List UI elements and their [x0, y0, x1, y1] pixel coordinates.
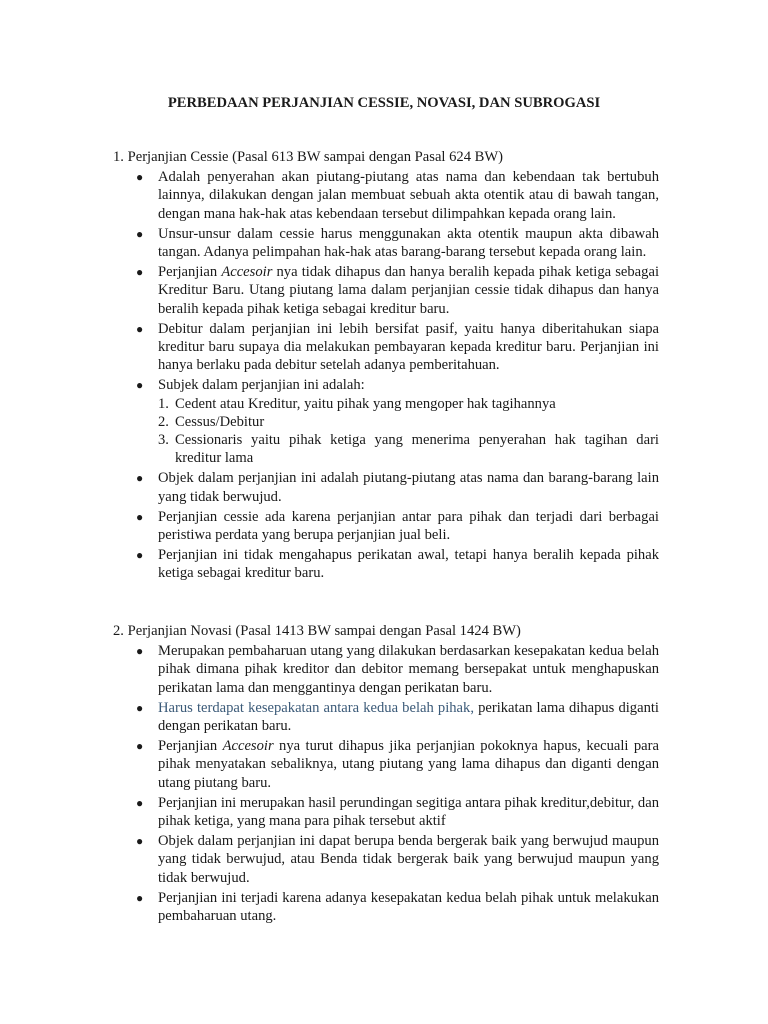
section-cessie [113, 148, 659, 585]
list-item-text: Perjanjian cessie ada karena perjanjian antar para pihak dan terjadi dari berbagai peristiwa perdata yang berupa perjanjian jual beli. [158, 508, 659, 544]
document-title: PERBEDAAN PERJANJIAN CESSIE, NOVASI, DAN SUBROGASI [167, 95, 601, 111]
list-item-text: Perjanjian ini terjadi karena adanya kesepakatan kedua belah pihak untuk melakukan pembaharuan utang. [158, 889, 659, 925]
bullet-icon: ● [136, 890, 144, 905]
list-item-text-pre: Perjanjian [158, 264, 222, 281]
list-item-text: Perjanjian ini tidak mengahapus perikatan awal, tetapi hanya beralih kepada pihak ketiga sebagai kreditur baru. [158, 547, 659, 582]
bullet-icon: ● [136, 321, 144, 336]
list-item-emphasis: Accesoir [221, 264, 273, 281]
list-item-text: Perjanjian ini merupakan hasil perundingan segitiga antara pihak kreditur,debitur, dan pihak ketiga, yang mana para pihak tersebut aktif [158, 794, 659, 830]
sublist-text: Cessus/Debitur [175, 413, 265, 430]
bullet-icon: ● [136, 795, 144, 810]
list-item [113, 889, 659, 925]
list-item [113, 508, 659, 544]
list-item [113, 832, 659, 887]
list-item [113, 642, 659, 697]
list-item [113, 168, 659, 223]
section-heading: 2. Perjanjian Novasi (Pasal 1413 BW sampai dengan Pasal 1424 BW) [113, 623, 521, 639]
list-item [113, 469, 659, 505]
bullet-icon: ● [136, 834, 144, 849]
section-novasi [113, 622, 659, 927]
numbered-sublist [158, 395, 659, 468]
list-item-text: Merupakan pembaharuan utang yang dilakukan berdasarkan kesepakatan kedua belah pihak dimana pihak kreditor dan debitor memang bersepakat untuk menghapuskan perikatan lama dan menggantinya dengan perikatan baru. [158, 643, 659, 696]
bullet-icon: ● [136, 700, 144, 715]
list-item [113, 320, 659, 375]
bullet-icon: ● [136, 509, 144, 524]
list-item-text: Unsur-unsur dalam cessie harus menggunakan akta otentik maupun akta dibawah tangan. Adanya pelimpahan hak-hak atas barang-barang tersebut kepada orang lain. [158, 225, 659, 261]
list-item-text-pre: Perjanjian [158, 738, 223, 755]
bullet-list [113, 642, 659, 925]
list-item [113, 263, 659, 318]
sublist-text: Cedent atau Kreditur, yaitu pihak yang mengoper hak tagihannya [175, 395, 556, 412]
bullet-icon: ● [136, 170, 144, 185]
list-item-text: Subjek dalam perjanjian ini adalah: [158, 377, 365, 394]
bullet-icon: ● [136, 378, 144, 393]
bullet-icon: ● [136, 739, 144, 754]
sublist-item [158, 413, 659, 431]
sublist-item [158, 431, 659, 467]
highlighted-text: Harus terdapat kesepakatan antara kedua belah pihak, [158, 699, 474, 716]
bullet-icon: ● [136, 548, 144, 563]
list-item-text: perikatan lama dihapus diganti dengan perikatan baru. [158, 699, 659, 735]
list-item-text: Debitur dalam perjanjian ini lebih bersifat pasif, yaitu hanya diberitahukan siapa kreditur baru supaya dia melakukan pembayaran kepada kreditur baru. Perjanjian ini hanya berlaku pada debitur setelah adanya pemberitahuan. [158, 320, 659, 374]
list-item [113, 737, 659, 792]
list-item-text-post: nya tidak dihapus dan hanya beralih kepada pihak ketiga sebagai Kreditur Baru. Utang piutang lama dalam perjanjian cessie tidak dihapus dan hanya beralih kepada pihak ketiga sebagai kreditur baru. [158, 264, 659, 317]
bullet-icon: ● [136, 265, 144, 280]
sublist-number: 2. [158, 413, 169, 430]
bullet-icon: ● [136, 226, 144, 241]
list-item-text: Adalah penyerahan akan piutang-piutang atas nama dan kebendaan tak bertubuh lainnya, dilakukan dengan jalan membuat sebuah akta otentik atau di bawah tangan, dengan mana hak-hak atas kebendaan tersebut dilimpahkan kepada orang lain. [158, 169, 659, 222]
list-item-text: Objek dalam perjanjian ini dapat berupa benda bergerak baik yang berwujud maupun yang tidak berwujud, atau Benda tidak bergerak baik yang berwujud maupun yang tidak berwujud. [158, 833, 659, 886]
list-item [113, 699, 659, 735]
list-item [113, 376, 659, 467]
list-item-emphasis: Accesoir [222, 738, 274, 755]
sublist-number: 3. [158, 432, 169, 449]
section-heading: 1. Perjanjian Cessie (Pasal 613 BW sampai dengan Pasal 624 BW) [113, 149, 504, 165]
list-item-text-post: nya turut dihapus jika perjanjian pokoknya hapus, kecuali para pihak menyatakan sebaliknya, utang piutang yang lama dihapus dan diganti dengan utang piutang baru. [158, 738, 659, 791]
sublist-item [158, 395, 659, 413]
list-item [113, 546, 659, 582]
sublist-number: 1. [158, 395, 169, 412]
bullet-icon: ● [136, 471, 144, 486]
list-item [113, 225, 659, 261]
list-item [113, 794, 659, 830]
bullet-list [113, 168, 659, 582]
list-item-text: Objek dalam perjanjian ini adalah piutang-piutang atas nama dan barang-barang lain yang tidak berwujud. [158, 470, 659, 505]
sublist-text: Cessionaris yaitu pihak ketiga yang menerima penyerahan hak tagihan dari kreditur lama [175, 432, 659, 467]
bullet-icon: ● [136, 644, 144, 659]
